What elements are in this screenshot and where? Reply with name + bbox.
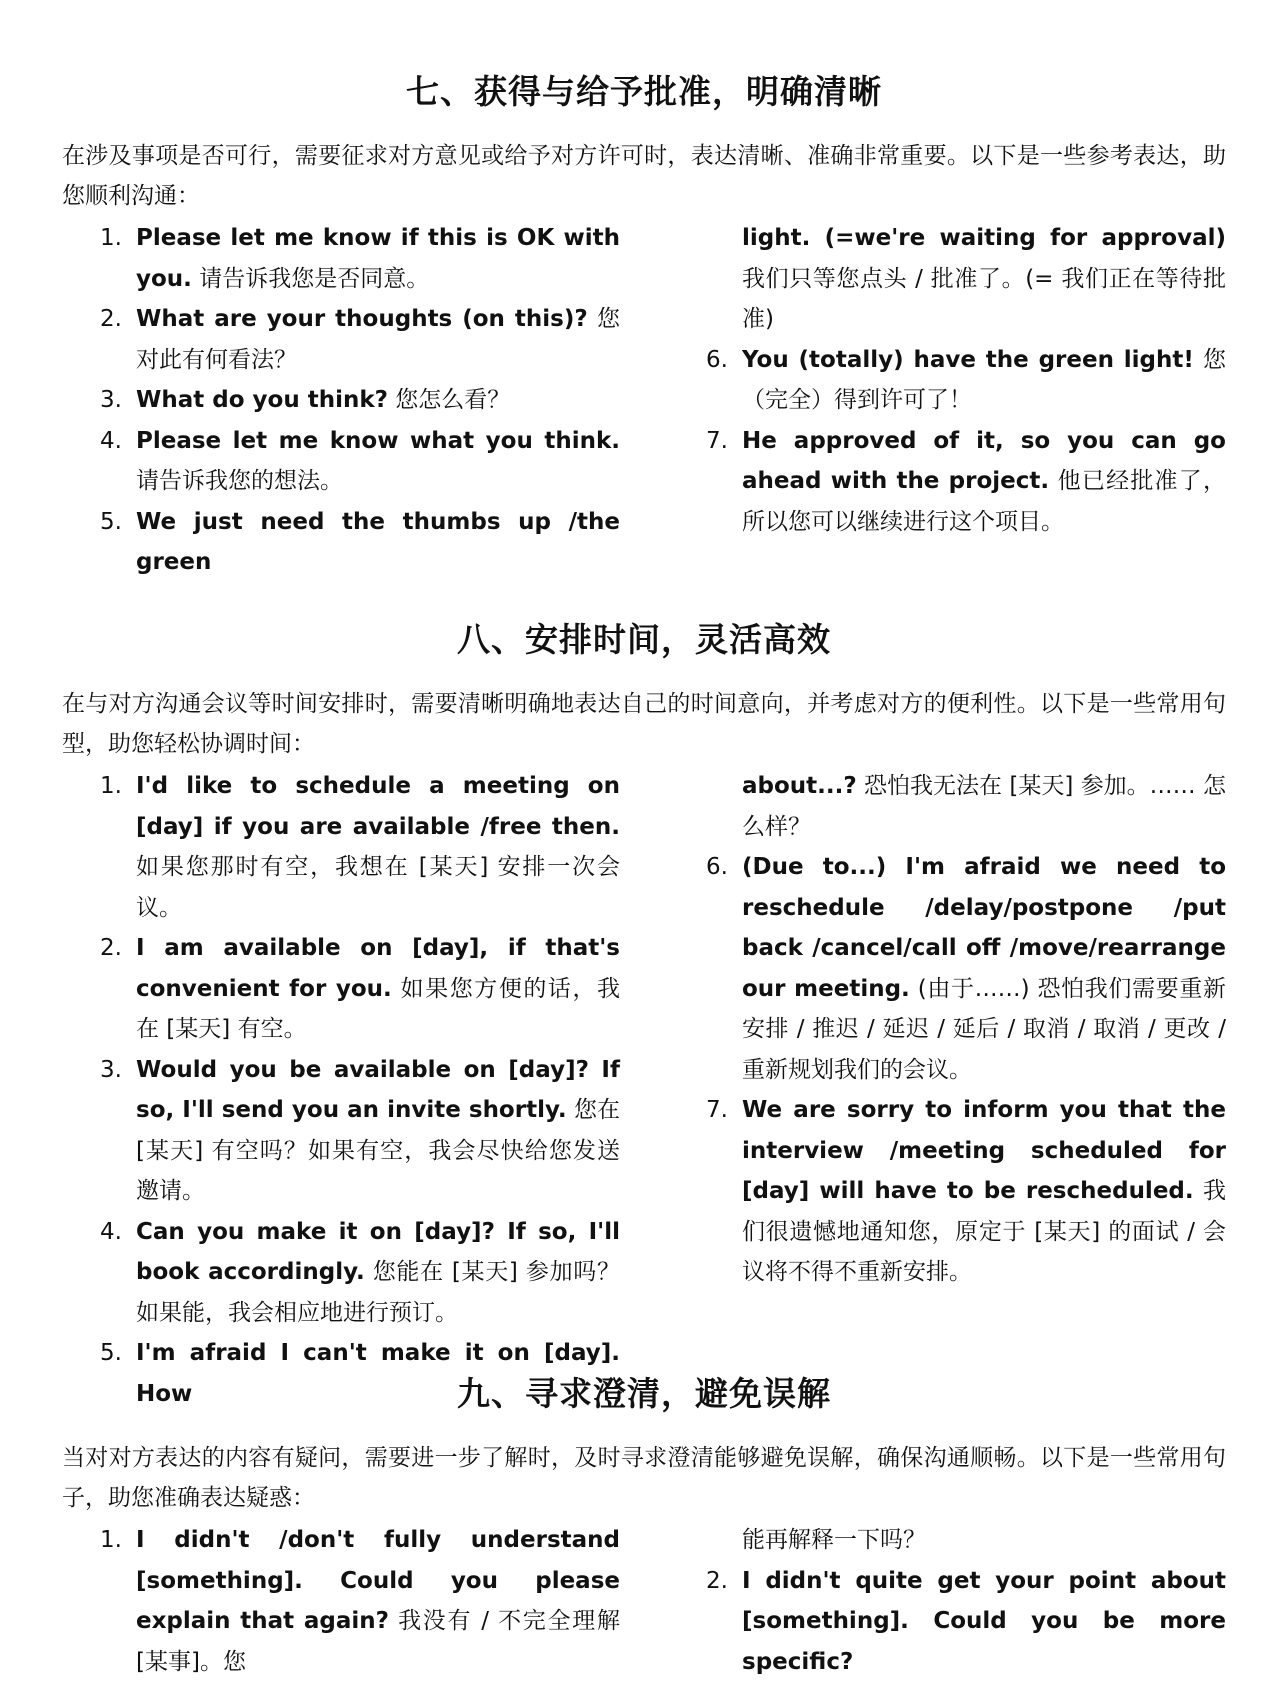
list-item-continuation bbox=[668, 1520, 1226, 1561]
right-column bbox=[668, 1520, 1226, 1682]
chinese-translation: 如果您方便的话，我在 [某天] 有空。 bbox=[136, 976, 620, 1043]
item-number: 7. bbox=[706, 421, 728, 462]
list-item bbox=[62, 766, 620, 928]
item-number: 2. bbox=[100, 928, 122, 969]
section-title: 九、寻求澄清，避免误解 bbox=[62, 1364, 1226, 1424]
item-number: 6. bbox=[706, 340, 728, 381]
english-phrase: He approved of it, so you can go ahead with the project. bbox=[742, 428, 1226, 495]
list-item bbox=[62, 1050, 620, 1212]
list-item bbox=[668, 847, 1226, 1090]
document-page bbox=[62, 0, 1226, 1646]
list-item-continuation bbox=[668, 766, 1226, 847]
english-phrase: Can you make it on [day]? If so, I'll book accordingly. bbox=[136, 1219, 620, 1286]
list-item bbox=[62, 502, 620, 583]
item-number: 6. bbox=[706, 847, 728, 888]
list-item bbox=[668, 1561, 1226, 1682]
english-phrase: What are your thoughts (on this)? bbox=[136, 306, 588, 332]
english-phrase: I'd like to schedule a meeting on [day] if you are available /free then. bbox=[136, 773, 620, 840]
item-number: 3. bbox=[100, 1050, 122, 1091]
english-phrase: (Due to...) I'm afraid we need to reschedule /delay/postpone /put back /cancel/call off /move/rearrange our meeting. bbox=[742, 854, 1226, 1002]
chinese-translation: 他已经批准了，所以您可以继续进行这个项目。 bbox=[742, 468, 1226, 535]
section-scheduling bbox=[62, 610, 1226, 1414]
english-phrase: about...? bbox=[742, 773, 857, 799]
english-phrase: We are sorry to inform you that the interview /meeting scheduled for [day] will have to be rescheduled. bbox=[742, 1097, 1226, 1204]
item-number: 7. bbox=[706, 1090, 728, 1131]
item-number: 4. bbox=[100, 421, 122, 462]
list-item-continuation bbox=[668, 218, 1226, 340]
english-phrase: Please let me know if this is OK with you. bbox=[136, 225, 620, 292]
section-title: 七、获得与给予批准，明确清晰 bbox=[62, 62, 1226, 122]
chinese-translation: 我没有 / 不完全理解 [某事]。您 bbox=[136, 1608, 620, 1675]
chinese-translation: (由于……) 恐怕我们需要重新安排 / 推迟 / 延迟 / 延后 / 取消 / 取消 / 更改 / 重新规划我们的会议。 bbox=[742, 976, 1226, 1083]
english-phrase: I didn't quite get your point about [something]. Could you be more specific? bbox=[742, 1568, 1226, 1675]
english-phrase: I am available on [day], if that's convenient for you. bbox=[136, 935, 620, 1002]
item-number: 1. bbox=[100, 1520, 122, 1561]
list-item bbox=[62, 218, 620, 299]
chinese-translation: 您怎么看？ bbox=[388, 387, 510, 413]
left-column bbox=[62, 1520, 620, 1682]
list-item bbox=[62, 1520, 620, 1682]
section-approval bbox=[62, 62, 1226, 583]
list-item bbox=[62, 299, 620, 380]
chinese-translation: 如果您那时有空，我想在 [某天] 安排一次会议。 bbox=[136, 854, 620, 921]
english-phrase: What do you think? bbox=[136, 387, 388, 413]
section-intro: 当对对方表达的内容有疑问，需要进一步了解时，及时寻求澄清能够避免误解，确保沟通顺畅。以下是一些常用句子，助您准确表达疑惑： bbox=[62, 1438, 1226, 1518]
chinese-translation: 请告诉我您是否同意。 bbox=[192, 266, 429, 292]
english-phrase: I didn't /don't fully understand [something]. Could you please explain that again? bbox=[136, 1527, 620, 1634]
chinese-translation: 能再解释一下吗？ bbox=[742, 1527, 926, 1553]
section-intro: 在涉及事项是否可行，需要征求对方意见或给予对方许可时，表达清晰、准确非常重要。以下是一些参考表达，助您顺利沟通： bbox=[62, 136, 1226, 216]
right-column bbox=[668, 766, 1226, 1414]
two-column-list bbox=[62, 218, 1226, 583]
list-item bbox=[668, 421, 1226, 543]
chinese-translation: 您能在 [某天] 参加吗？如果能，我会相应地进行预订。 bbox=[136, 1259, 620, 1326]
section-clarification bbox=[62, 1364, 1226, 1682]
list-item bbox=[62, 421, 620, 502]
english-phrase: I'm afraid I can't make it on [day]. How bbox=[136, 1340, 620, 1407]
english-phrase: We just need the thumbs up /the green bbox=[136, 509, 620, 576]
chinese-translation: 您对此有何看法？ bbox=[136, 306, 620, 373]
two-column-list bbox=[62, 1520, 1226, 1682]
item-number: 1. bbox=[100, 766, 122, 807]
item-number: 3. bbox=[100, 380, 122, 421]
section-intro: 在与对方沟通会议等时间安排时，需要清晰明确地表达自己的时间意向，并考虑对方的便利性。以下是一些常用句型，助您轻松协调时间： bbox=[62, 684, 1226, 764]
chinese-translation: 恐怕我无法在 [某天] 参加。…… 怎么样？ bbox=[742, 773, 1226, 840]
item-number: 1. bbox=[100, 218, 122, 259]
left-column bbox=[62, 766, 620, 1414]
chinese-translation: 您（完全）得到许可了！ bbox=[742, 347, 1226, 414]
right-column bbox=[668, 218, 1226, 583]
section-title: 八、安排时间，灵活高效 bbox=[62, 610, 1226, 670]
item-number: 2. bbox=[706, 1561, 728, 1602]
chinese-translation: 请告诉我您的想法。 bbox=[136, 468, 343, 494]
item-number: 4. bbox=[100, 1212, 122, 1253]
list-item bbox=[62, 380, 620, 421]
english-phrase: light. (=we're waiting for approval) bbox=[742, 225, 1226, 251]
list-item bbox=[668, 1090, 1226, 1293]
two-column-list bbox=[62, 766, 1226, 1414]
english-phrase: Please let me know what you think. bbox=[136, 428, 620, 454]
english-phrase: Would you be available on [day]? If so, I'll send you an invite shortly. bbox=[136, 1057, 620, 1124]
list-item bbox=[668, 340, 1226, 421]
list-item bbox=[62, 1212, 620, 1334]
chinese-translation: 我们很遗憾地通知您，原定于 [某天] 的面试 / 会议将不得不重新安排。 bbox=[742, 1178, 1226, 1285]
left-column bbox=[62, 218, 620, 583]
list-item bbox=[62, 928, 620, 1050]
item-number: 5. bbox=[100, 1333, 122, 1374]
english-phrase: You (totally) have the green light! bbox=[742, 347, 1194, 373]
item-number: 5. bbox=[100, 502, 122, 543]
chinese-translation: 您在 [某天] 有空吗？如果有空，我会尽快给您发送邀请。 bbox=[136, 1097, 620, 1204]
chinese-translation: 我们只等您点头 / 批准了。(= 我们正在等待批准) bbox=[742, 266, 1226, 333]
item-number: 2. bbox=[100, 299, 122, 340]
